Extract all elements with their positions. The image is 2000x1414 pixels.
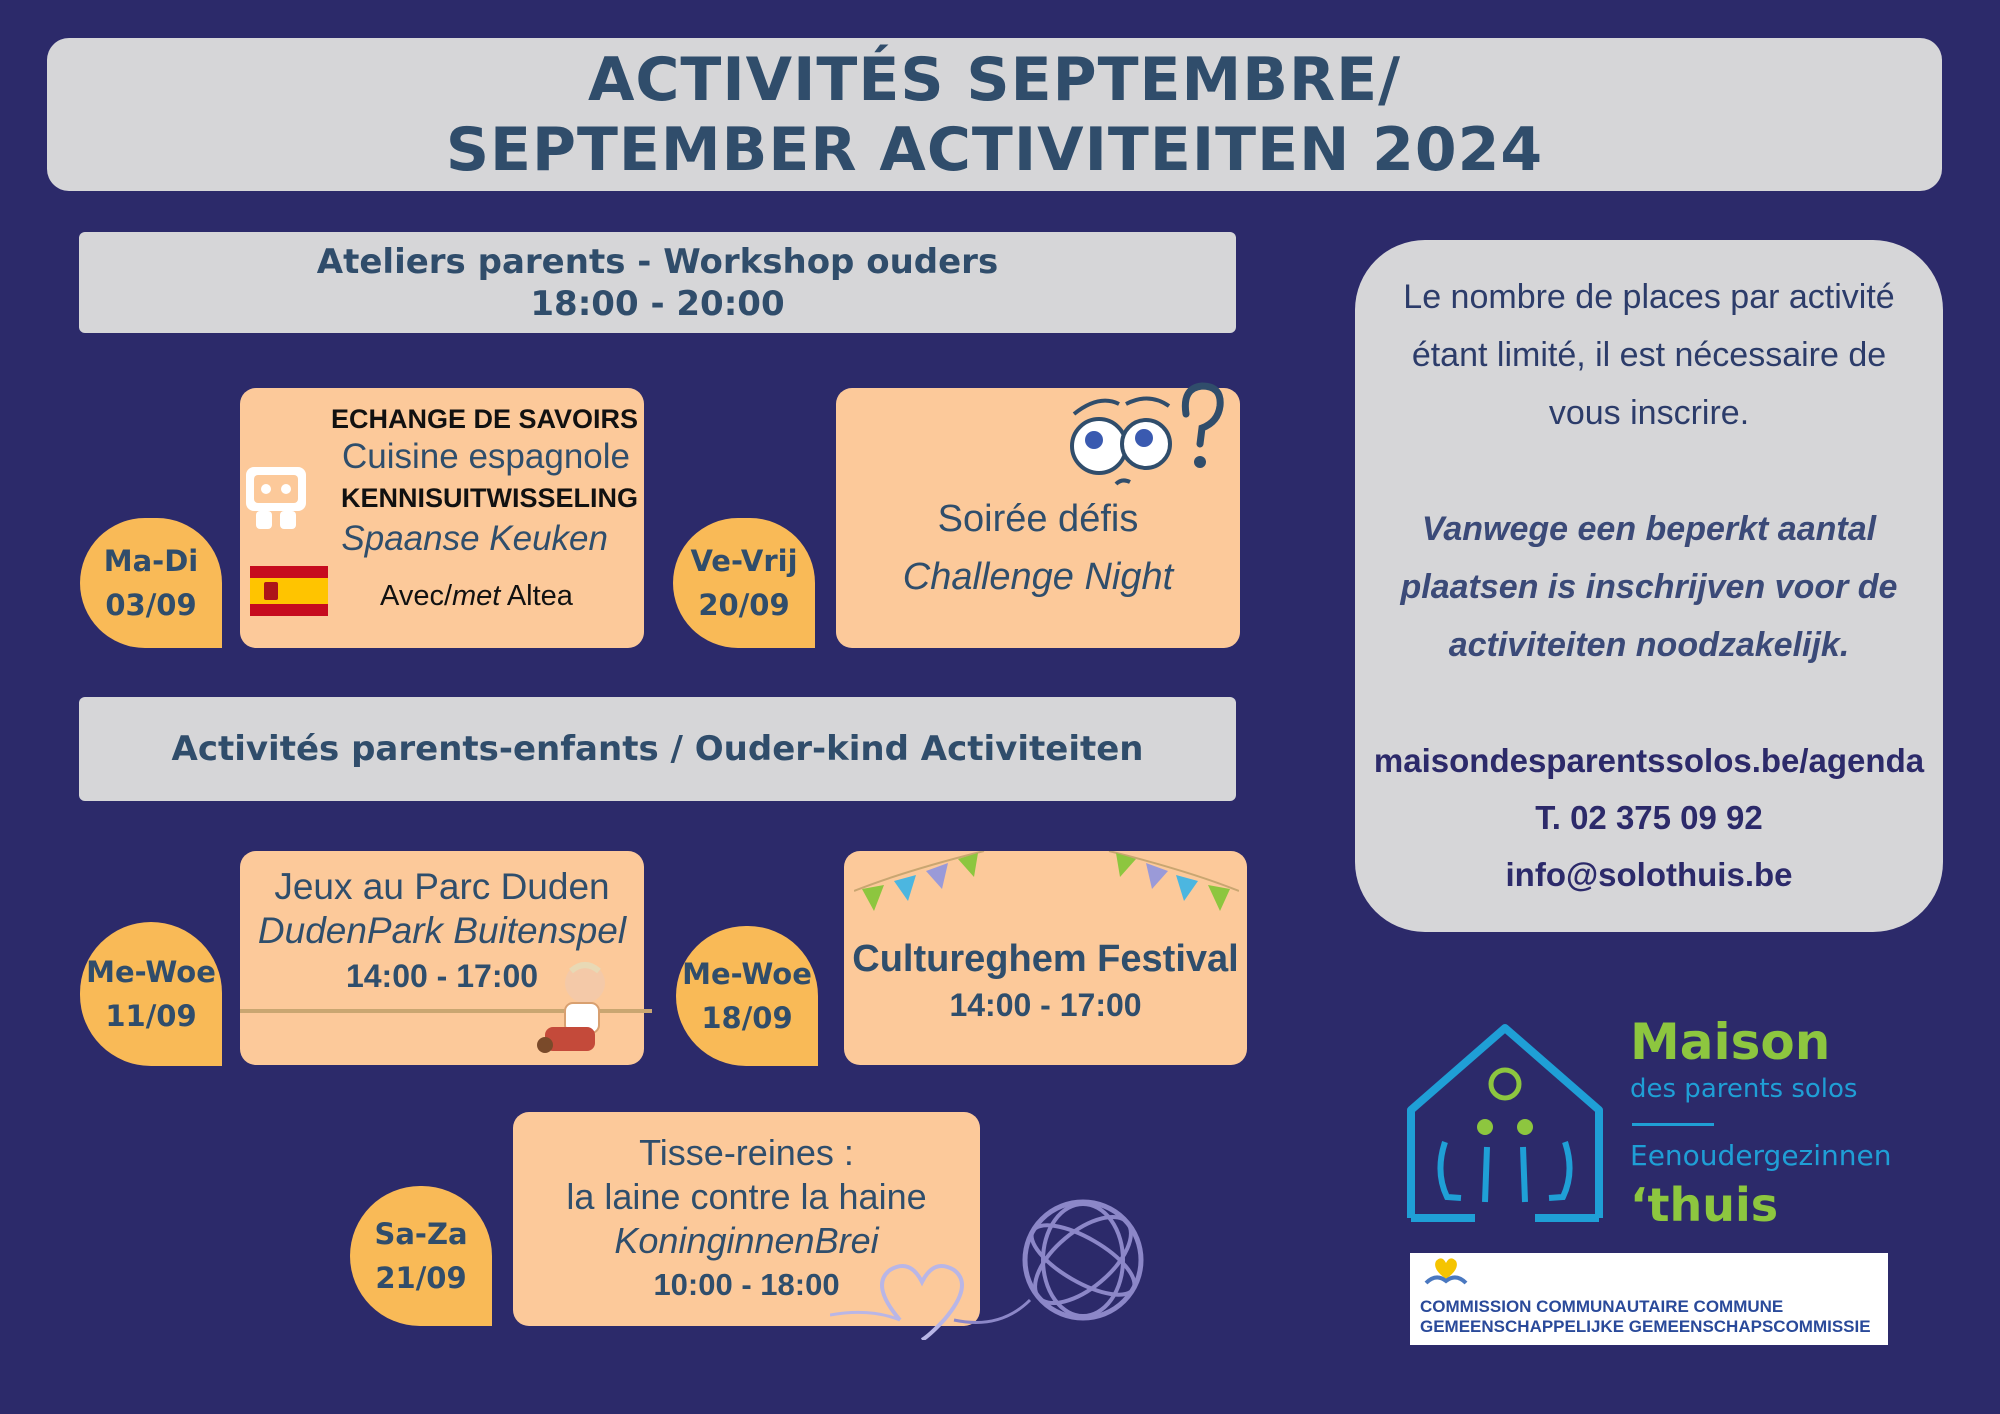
website-link[interactable]: maisondesparentssolos.be/agenda bbox=[1373, 742, 1925, 779]
date-label: Me-Woe bbox=[682, 957, 812, 991]
page-title-banner bbox=[47, 38, 1942, 191]
date-label: Sa-Za bbox=[374, 1217, 468, 1251]
logo-thuis: ‘thuis bbox=[1630, 1178, 1779, 1232]
event-card-cultureghem[interactable] bbox=[844, 851, 1247, 1065]
registration-info-box bbox=[1355, 240, 1943, 932]
logo-subtitle-fr: des parents solos bbox=[1630, 1074, 1858, 1104]
date-value: 21/09 bbox=[375, 1261, 467, 1295]
info-nl-line-3: activiteiten noodzakelijk. bbox=[1448, 626, 1850, 664]
info-fr-line-1: Le nombre de places par activité bbox=[1403, 278, 1895, 316]
date-label: Ve-Vrij bbox=[690, 544, 798, 578]
commission-logo bbox=[1410, 1253, 1888, 1345]
workshop-icon bbox=[242, 463, 310, 531]
event-card-spanish-cooking[interactable] bbox=[240, 388, 644, 648]
date-badge-e5 bbox=[350, 1186, 492, 1326]
event-with-nl: met bbox=[452, 580, 501, 612]
event-name-nl: Spaanse Keuken bbox=[341, 519, 608, 558]
spain-flag-icon bbox=[250, 566, 328, 616]
event-name-nl: KoninginnenBrei bbox=[614, 1220, 879, 1261]
event-partner-name: Altea bbox=[500, 580, 573, 612]
email-link[interactable]: info@solothuis.be bbox=[1505, 856, 1793, 893]
date-badge-e2 bbox=[673, 518, 815, 648]
section-header-parents bbox=[79, 232, 1236, 333]
event-name-nl: DudenPark Buitenspel bbox=[257, 910, 627, 951]
info-fr-line-2: étant limité, il est nécessaire de bbox=[1411, 336, 1887, 374]
phone-number[interactable]: T. 02 375 09 92 bbox=[1535, 799, 1763, 836]
logo-divider bbox=[1632, 1123, 1714, 1126]
commission-line-2: GEMEENSCHAPPELIJKE GEMEENSCHAPSCOMMISSIE bbox=[1420, 1317, 1871, 1336]
date-label: Ma-Di bbox=[103, 544, 199, 578]
event-card-duden-park[interactable] bbox=[240, 851, 644, 1065]
event-name-fr-1: Tisse-reines : bbox=[639, 1132, 854, 1173]
event-name-fr: Jeux au Parc Duden bbox=[274, 866, 610, 907]
section-header-kids bbox=[79, 697, 1236, 801]
commission-emblem-icon bbox=[1424, 1255, 1468, 1285]
event-name: Cultureghem Festival bbox=[852, 938, 1239, 980]
event-heading-nl: KENNISUITWISSELING bbox=[340, 483, 638, 513]
logo-maison: Maison bbox=[1630, 1013, 1831, 1071]
curious-eyes-icon bbox=[1064, 374, 1224, 494]
child-playing-icon bbox=[525, 961, 645, 1071]
date-badge-e4 bbox=[676, 926, 818, 1066]
section-parents-title: Ateliers parents - Workshop ouders bbox=[316, 241, 999, 282]
event-name-fr-2: la laine contre la haine bbox=[566, 1176, 927, 1217]
date-badge-e3 bbox=[80, 922, 222, 1066]
house-logo-icon bbox=[1405, 1022, 1605, 1224]
page-title-line-1: ACTIVITÉS SEPTEMBRE/ bbox=[587, 44, 1402, 115]
info-fr-line-3: vous inscrire. bbox=[1548, 394, 1750, 432]
bunting-decoration bbox=[854, 851, 1239, 921]
event-name-nl: Challenge Night bbox=[902, 556, 1174, 598]
event-name-fr: Cuisine espagnole bbox=[342, 437, 630, 476]
date-value: 03/09 bbox=[105, 588, 197, 622]
date-value: 11/09 bbox=[105, 999, 197, 1033]
info-nl-line-2: plaatsen is inschrijven voor de bbox=[1400, 568, 1898, 606]
date-badge-e1 bbox=[80, 518, 222, 648]
date-value: 20/09 bbox=[698, 588, 790, 622]
event-with-fr: Avec/ bbox=[380, 580, 453, 612]
event-card-challenge-night[interactable] bbox=[836, 388, 1240, 648]
event-time: 10:00 - 18:00 bbox=[653, 1267, 840, 1302]
event-partner bbox=[380, 578, 573, 614]
event-time: 14:00 - 17:00 bbox=[345, 958, 539, 994]
event-time: 14:00 - 17:00 bbox=[949, 987, 1142, 1023]
event-name-fr: Soirée défis bbox=[937, 498, 1139, 540]
info-nl-line-1: Vanwege een beperkt aantal bbox=[1421, 510, 1877, 548]
date-label: Me-Woe bbox=[86, 955, 216, 989]
page-title-line-2: SEPTEMBER ACTIVITEITEN 2024 bbox=[445, 114, 1544, 185]
section-parents-time: 18:00 - 20:00 bbox=[530, 283, 785, 324]
section-kids-title: Activités parents-enfants / Ouder-kind Activiteiten bbox=[171, 729, 1144, 769]
date-value: 18/09 bbox=[701, 1001, 793, 1035]
logo-subtitle-nl: Eenoudergezinnen bbox=[1630, 1139, 1892, 1172]
commission-line-1: COMMISSION COMMUNAUTAIRE COMMUNE bbox=[1420, 1297, 1784, 1316]
yarn-ball-heart-icon bbox=[830, 1190, 1160, 1340]
event-heading-fr: ECHANGE DE SAVOIRS bbox=[330, 404, 638, 434]
